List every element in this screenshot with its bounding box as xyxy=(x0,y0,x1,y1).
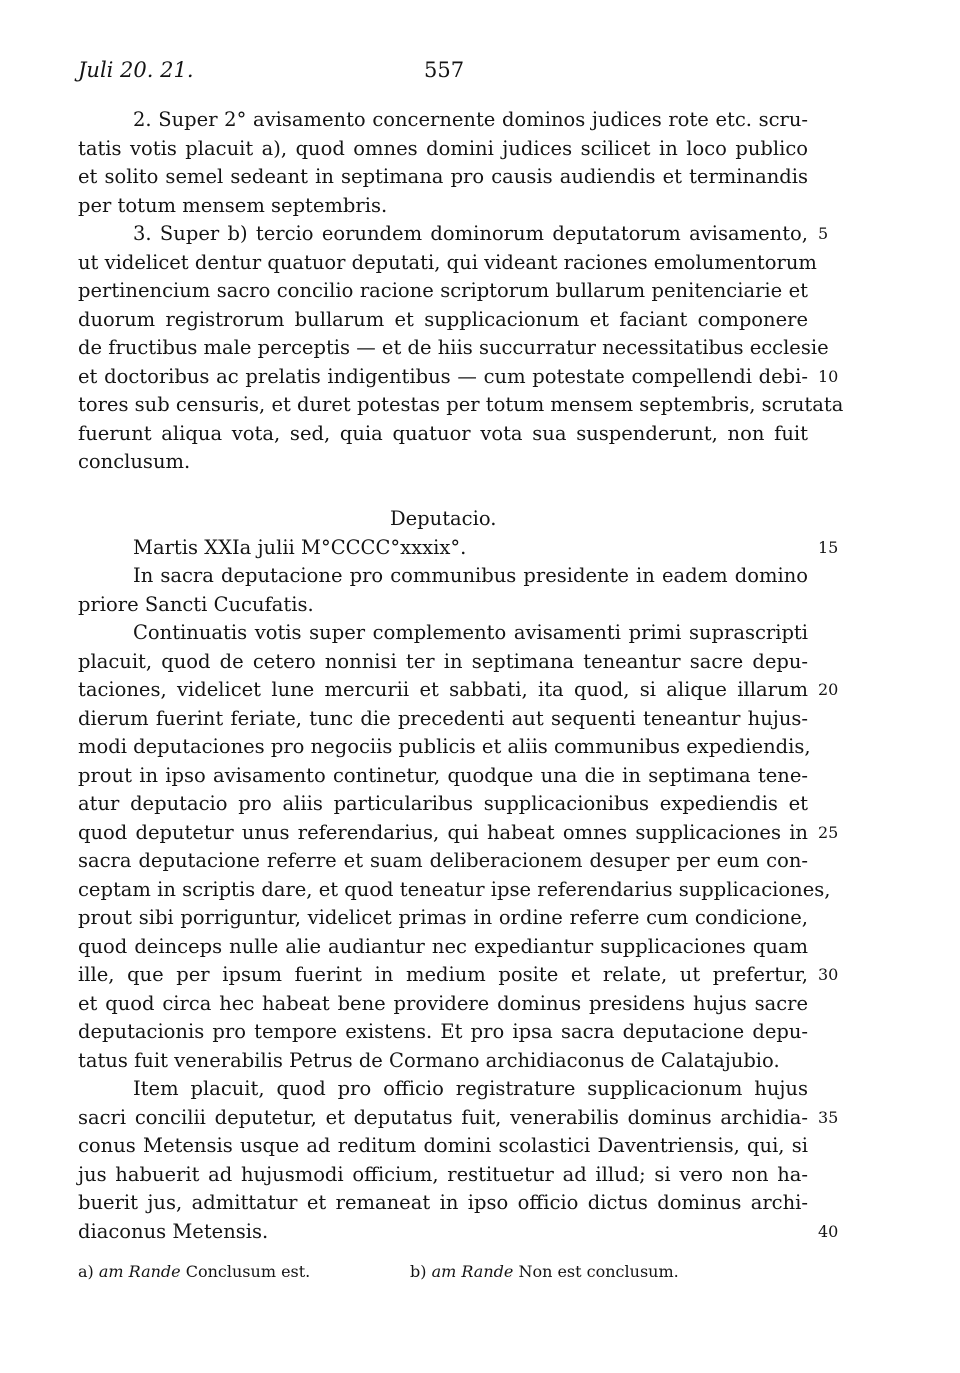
text-line: fuerunt aliqua vota, sed, quia quatuor vota sua suspenderunt, non fuit xyxy=(78,421,808,445)
text-line: dierum fuerint feriate, tunc die precedenti aut sequenti teneantur hujus- xyxy=(78,706,808,730)
text-line: In sacra deputacione pro communibus presidente in eadem domino xyxy=(133,564,808,587)
text-line: per totum mensem septembris. xyxy=(78,193,388,217)
page-number: 557 xyxy=(424,58,465,82)
text-line: conclusum. xyxy=(78,450,191,473)
margin-line-number: 35 xyxy=(818,1107,839,1127)
margin-line-number: 10 xyxy=(818,366,839,386)
text-line: buerit jus, admittatur et remaneat in ipso officio dictus dominus archi- xyxy=(78,1191,808,1214)
footnote-a xyxy=(78,1262,310,1281)
text-line: pertinencium sacro concilio racione scriptorum bullarum penitenciarie et xyxy=(78,279,808,302)
text-line: diaconus Metensis. xyxy=(78,1219,269,1243)
text-line: de fructibus male perceptis — et de hiis succurratur necessitatibus ecclesie xyxy=(78,336,829,359)
text-line: 3. Super b) tercio eorundem dominorum deputatorum avisamento, xyxy=(133,222,808,245)
text-line: priore Sancti Cucufatis. xyxy=(78,592,314,616)
text-line: prout in ipso avisamento continetur, quodque una die in septimana tene- xyxy=(78,763,808,787)
text-line: modi deputaciones pro negociis publicis et aliis communibus expediendis, xyxy=(78,735,811,758)
text-line: taciones, videlicet lune mercurii et sabbati, ita quod, si alique illarum xyxy=(78,678,808,701)
running-head: Juli 20. 21. xyxy=(78,58,194,82)
margin-line-number: 20 xyxy=(818,680,839,699)
footnote-text: Non est conclusum. xyxy=(518,1262,679,1281)
text-line: ille, que per ipsum fuerint in medium posite et relate, ut prefertur, xyxy=(78,963,808,986)
text-line: tores sub censuris, et duret potestas per totum mensem septembris, scrutata xyxy=(78,393,844,416)
text-line: sacri concilii deputetur, et deputatus fuit, venerabilis dominus archidia- xyxy=(78,1105,808,1129)
text-line: atur deputacio pro aliis particularibus supplicacionibus expediendis et xyxy=(78,792,808,815)
text-line: Item placuit, quod pro officio registrature supplicacionum hujus xyxy=(133,1077,808,1100)
text-line: jus habuerit ad hujusmodi officium, restituetur ad illud; si vero non ha- xyxy=(78,1162,808,1186)
footnote-marker: b) xyxy=(410,1262,427,1281)
footnote-italic: am Rande xyxy=(98,1262,181,1281)
text-line: tatis votis placuit a), quod omnes domini judices scilicet in loco publico xyxy=(78,136,808,160)
text-line: tatus fuit venerabilis Petrus de Cormano archidiaconus de Calatajubio. xyxy=(78,1048,780,1072)
text-line: placuit, quod de cetero nonnisi ter in septimana teneantur sacre depu- xyxy=(78,649,808,673)
text-line: et solito semel sedeant in septimana pro causis audiendis et terminandis xyxy=(78,165,808,188)
footnote-b xyxy=(410,1262,679,1281)
margin-line-number: 40 xyxy=(818,1221,839,1241)
text-line: conus Metensis usque ad reditum domini scolastici Daventriensis, qui, si xyxy=(78,1134,808,1157)
text-line xyxy=(78,477,808,506)
footnote-italic: am Rande xyxy=(431,1262,514,1281)
margin-line-number: 15 xyxy=(818,537,839,557)
margin-line-number: 25 xyxy=(818,822,839,842)
text-line: quod deputetur unus referendarius, qui habeat omnes supplicaciones in xyxy=(78,820,808,844)
footnote-text: Conclusum est. xyxy=(185,1262,311,1281)
margin-line-number: 5 xyxy=(818,224,829,243)
text-line: et doctoribus ac prelatis indigentibus — cum potestate compellendi debi- xyxy=(78,364,808,388)
text-line: prout sibi porriguntur, videlicet primas in ordine referre cum condicione, xyxy=(78,906,808,929)
text-line: quod deinceps nulle alie audiantur nec expediantur supplicaciones quam xyxy=(78,934,808,958)
text-line: ceptam in scriptis dare, et quod teneatur ipse referendarius supplicaciones, xyxy=(78,877,831,901)
text-line: ut videlicet dentur quatuor deputati, qui videant raciones emolumentorum xyxy=(78,250,817,274)
text-line: deputacionis pro tempore existens. Et pro ipsa sacra deputacione depu- xyxy=(78,1020,808,1043)
text-line: 2. Super 2° avisamento concernente dominos judices rote etc. scru- xyxy=(133,108,808,131)
text-line: duorum registrorum bullarum et supplicacionum et faciant componere xyxy=(78,307,808,331)
section-heading: Deputacio. xyxy=(390,507,497,530)
text-line: Martis XXIa julii M°CCCC°xxxix°. xyxy=(133,535,467,559)
text-line: Continuatis votis super complemento avisamenti primi suprascripti xyxy=(133,621,808,644)
margin-line-number: 30 xyxy=(818,965,839,984)
page-header xyxy=(78,58,808,88)
text-line: et quod circa hec habeat bene providere dominus presidens hujus sacre xyxy=(78,991,808,1015)
footnote-marker: a) xyxy=(78,1262,94,1281)
text-line: sacra deputacione referre et suam deliberacionem desuper per eum con- xyxy=(78,849,808,872)
